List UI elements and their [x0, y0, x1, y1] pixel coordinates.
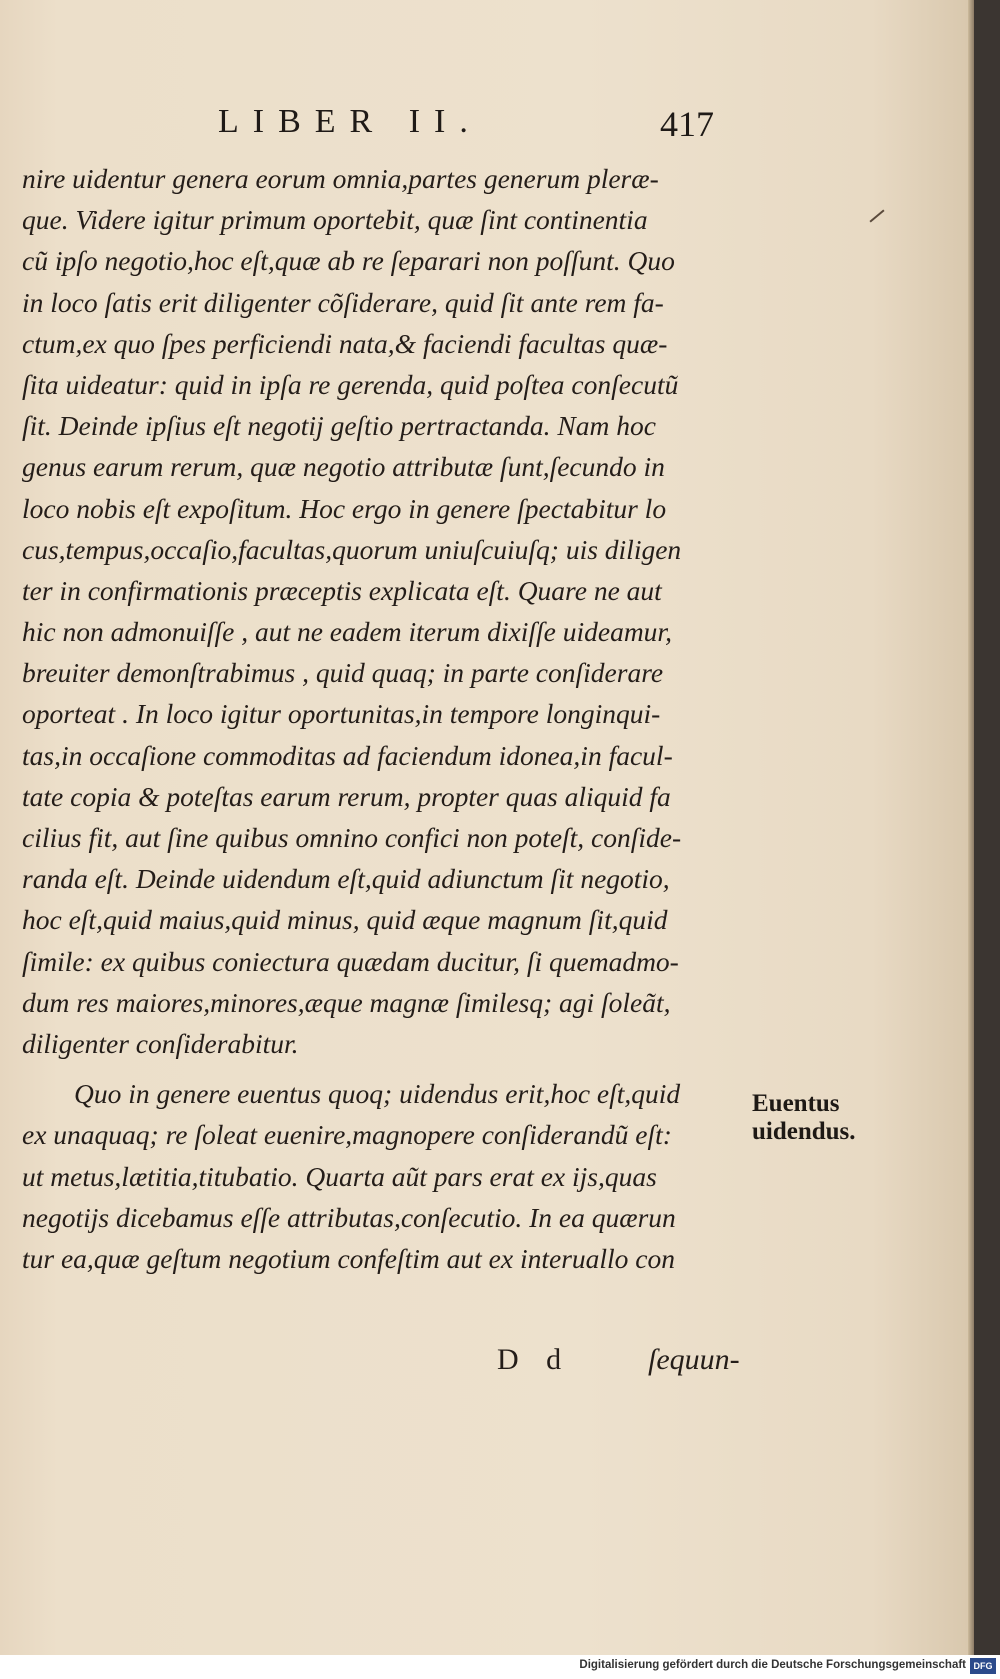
text-line: cũ ipſo negotio,hoc eſt,quæ ab re ſeparari non poſſunt. Quo [22, 245, 675, 277]
text-line: que. Videre igitur primum oportebit, quæ ſint continentia [22, 204, 648, 236]
marginal-note-line: uidendus. [752, 1118, 856, 1145]
text-line: tas,in occaſione commoditas ad faciendum idonea,in facul- [22, 739, 673, 771]
text-line: ſimile: ex quibus coniectura quædam ducitur, ſi quemadmo- [22, 945, 679, 977]
text-line: oporteat . In loco igitur oportunitas,in tempore longinqui- [22, 698, 661, 730]
marginal-note-line: Euentus [752, 1090, 840, 1117]
text-line: tur ea,quæ geſtum negotium confeſtim aut ex interuallo con [22, 1242, 676, 1274]
text-line: negotijs dicebamus eſſe attributas,conſecutio. In ea quærun [22, 1201, 676, 1233]
text-line: diligenter conſiderabitur. [22, 1027, 299, 1059]
text-line: ſit. Deinde ipſius eſt negotij geſtio pertractanda. Nam hoc [22, 410, 656, 442]
marginal-note [752, 1090, 902, 1146]
page-header [0, 103, 968, 153]
text-line: tate copia & poteſtas earum rerum, propter quas aliquid fa [22, 780, 671, 812]
pen-mark [869, 209, 884, 222]
page-edge [968, 0, 974, 1655]
text-line: ex unaquaq; re ſoleat euenire,magnopere conſiderandũ eſt: [22, 1119, 672, 1151]
text-line: nire uidentur genera eorum omnia,partes generum pleræ- [22, 163, 659, 194]
text-line: randa eſt. Deinde uidendum eſt,quid adiunctum ſit negotio, [22, 863, 670, 895]
body-text [22, 158, 750, 1279]
page-number: 417 [660, 104, 714, 144]
text-line: cilius fit, aut ſine quibus omnino confici non poteſt, conſide- [22, 822, 682, 853]
signature-mark: D d [497, 1343, 572, 1376]
text-line: Quo in genere euentus quoq; uidendus erit,hoc eſt,quid [74, 1078, 681, 1110]
text-line: in loco ſatis erit diligenter cõſiderare, quid ſit ante rem fa- [22, 286, 664, 318]
text-line: loco nobis eſt expoſitum. Hoc ergo in genere ſpectabitur lo [22, 492, 667, 524]
page-footer [0, 1343, 968, 1383]
text-line: hic non admonuiſſe , aut ne eadem iterum dixiſſe uideamur, [22, 616, 672, 648]
text-line: ter in confirmationis præceptis explicata eſt. Quare ne aut [22, 574, 662, 606]
text-line: genus earum rerum, quæ negotio attributæ ſunt,ſecundo in [22, 451, 665, 483]
text-line: ut metus,lætitia,titubatio. Quarta aũt pars erat ex ijs,quas [22, 1160, 657, 1192]
dfg-logo-icon: DFG [970, 1658, 996, 1674]
text-line: breuiter demonſtrabimus , quid quaq; in parte conſiderare [22, 657, 664, 689]
running-head: LIBER II. [218, 103, 482, 140]
text-line: cus,tempus,occaſio,facultas,quorum uniuſcuiuſq; uis diligen [22, 533, 682, 565]
text-line: ſita uideatur: quid in ipſa re gerenda, quid poſtea conſecutũ [22, 368, 679, 400]
paragraph-gap [22, 1064, 750, 1073]
catchword: ſequun- [648, 1343, 740, 1376]
text-line: dum res maiores,minores,æque magnæ ſimilesq; agi ſoleãt, [22, 986, 671, 1018]
text-line: ctum,ex quo ſpes perficiendi nata,& faciendi facultas quæ- [22, 327, 668, 359]
digitization-credit: Digitalisierung gefördert durch die Deutsche Forschungsgemeinschaft [579, 1659, 966, 1671]
text-line: hoc eſt,quid maius,quid minus, quid æque magnum ſit,quid [22, 904, 668, 936]
credit-bar [0, 1655, 1000, 1679]
